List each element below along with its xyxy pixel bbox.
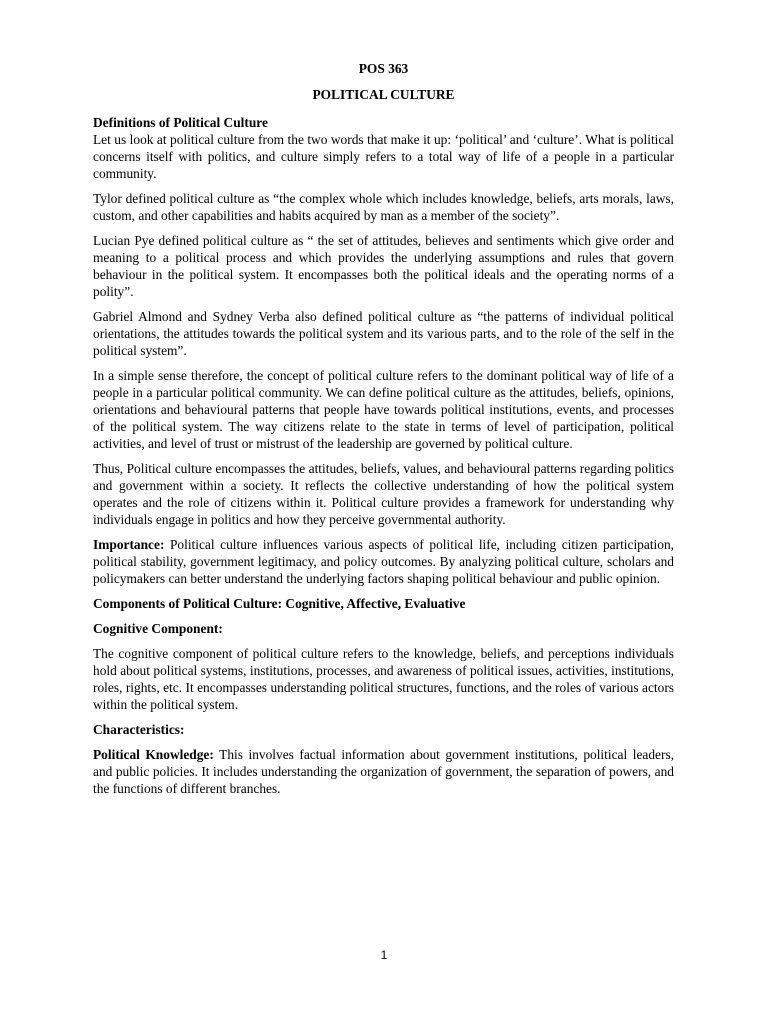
importance-text: Political culture influences various aspects of political life, including citizen participation, political stability, government legitimacy, and policy outcomes. By analyzing political culture, scholars and policymakers can better understand the underlying factors shaping political behaviour and public opinion. <box>93 537 674 586</box>
almond-paragraph: Gabriel Almond and Sydney Verba also defined political culture as “the patterns of individual political orientations, the attitudes towards the political system and its various parts, and to the role of the self in the political system”. <box>93 309 674 358</box>
pye-paragraph: Lucian Pye defined political culture as “ the set of attitudes, believes and sentiments which give order and meaning to a political process and which provides the underlying assumptions and rules that govern behaviour in the political system. It encompasses both the political ideals and the operating norms of a polity”. <box>93 233 674 299</box>
knowledge-text: This involves factual information about government institutions, political leaders, and public policies. It includes understanding the organization of government, the separation of powers, and the functions of different branches. <box>93 747 674 796</box>
importance-label: Importance: <box>93 537 165 552</box>
characteristics-heading: Characteristics: <box>93 722 185 737</box>
tylor-paragraph: Tylor defined political culture as “the complex whole which includes knowledge, beliefs, arts morals, laws, custom, and other capabilities and habits acquired by man as a member of the society”. <box>93 191 674 223</box>
document-page <box>93 60 674 805</box>
page-title: POLITICAL CULTURE <box>312 87 455 102</box>
definitions-heading: Definitions of Political Culture <box>93 115 268 130</box>
thus-paragraph: Thus, Political culture encompasses the attitudes, beliefs, values, and behavioural patterns regarding politics and government within a society. It reflects the collective understanding of how the political system operates and the role of citizens within it. Political culture provides a framework for understanding why individuals engage in politics and how they perceive governmental authority. <box>93 461 674 527</box>
cognitive-heading: Cognitive Component: <box>93 621 223 636</box>
cognitive-paragraph: The cognitive component of political culture refers to the knowledge, beliefs, and perceptions individuals hold about political systems, institutions, processes, and awareness of political issues, activities, institutions, roles, rights, etc. It encompasses understanding political structures, functions, and the roles of various actors within the political system. <box>93 646 674 712</box>
components-heading: Components of Political Culture: Cognitive, Affective, Evaluative <box>93 596 466 611</box>
importance-paragraph <box>93 536 674 587</box>
knowledge-label: Political Knowledge: <box>93 747 214 762</box>
page-number: 1 <box>380 948 388 962</box>
knowledge-paragraph <box>93 746 674 797</box>
intro-paragraph: Let us look at political culture from the two words that make it up: ‘political’ and ‘culture’. What is political concerns itself with politics, and culture simply refers to a total way of life of a people in a particular community. <box>93 132 674 181</box>
course-code: POS 363 <box>358 61 409 76</box>
simple-sense-paragraph: In a simple sense therefore, the concept of political culture refers to the dominant political way of life of a people in a particular political community. We can define political culture as the attitudes, beliefs, opinions, orientations and behavioural patterns that people have towards political institutions, events, and processes of the political system. The way citizens relate to the state in terms of level of participation, political activities, and level of trust or mistrust of the leadership are governed by political culture. <box>93 368 674 451</box>
